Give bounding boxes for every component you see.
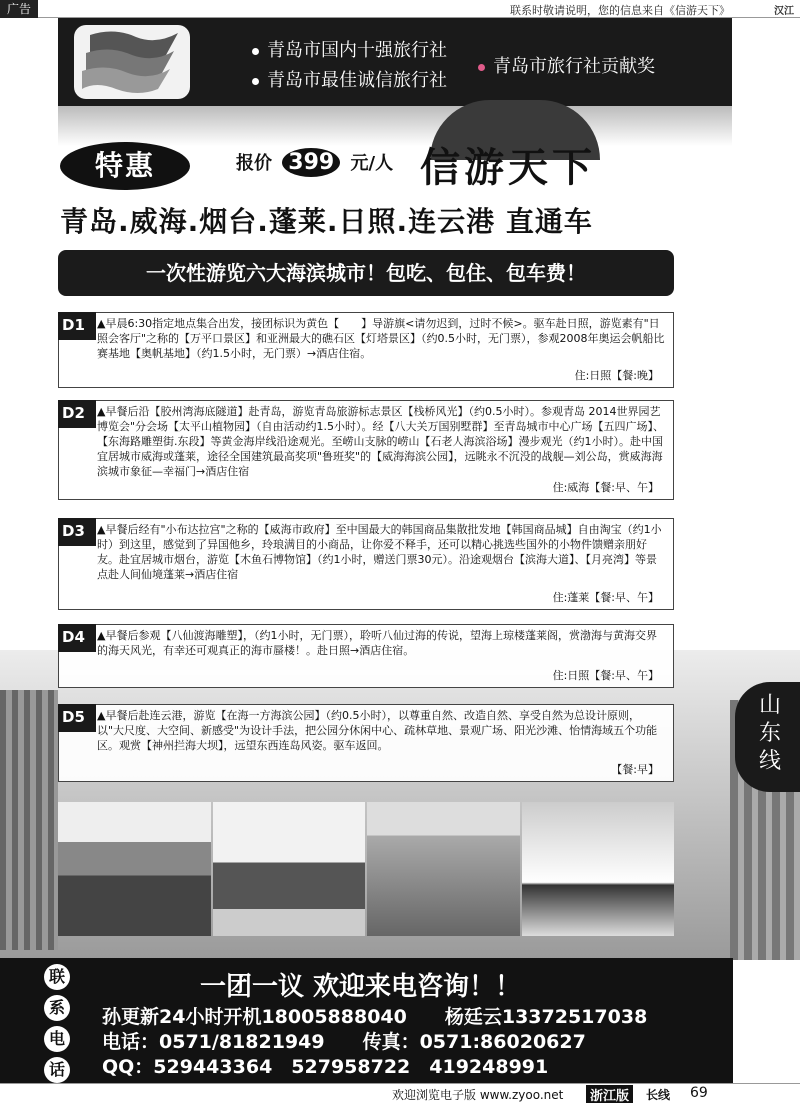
day-badge: D2 [58,400,96,428]
day-lodging-meals: 【餐:早】 [611,763,659,776]
award-line-1: 青岛市国内十强旅行社 [252,36,447,62]
page-number: 69 [690,1085,708,1101]
day-description: ▲早餐后赴连云港，游览【在海一方海滨公园】（约0.5小时），以尊重自然、改造自然、享受自然为总设计原则，以"大尺度、大空间、新感受"为设计手法，把公园分休闲中心、疏林草地、景观广场、阳光沙滩、怡情海域五个功能区。观赏【神州拦海大坝】，远望东西连岛风姿。驱车返回。 [97,709,658,752]
ad-tag: 广告 [0,0,38,18]
day-badge: D5 [58,704,96,732]
publisher-logo: 汉江 [774,6,794,17]
contact-phone-fax-line: 电话：0571/81821949 传真：0571:86020627 [102,1031,586,1053]
itinerary-day-4 [58,624,674,688]
category-label: 长线 [646,1088,671,1102]
route-title: 青岛.威海.烟台.蓬莱.日照.连云港 直通车 [60,205,593,238]
day-description: ▲早晨6:30指定地点集合出发，接团标识为黄色【 】导游旗<请勿迟到，过时不候>。驱车赴日照，游览素有"日照会客厅"之称的【万平口景区】和亚洲最大的礁石区【灯塔景区】（约0.5小时，无门票），参观2008年奥运会帆船比赛基地【奥帆基地】（约1.5小时，无门票）→酒店住宿。 [97,317,665,360]
itinerary-day-2 [58,400,674,500]
day-lodging-meals: 住:日照【餐:晚】 [574,369,659,382]
price-unit: 元/人 [350,153,394,174]
eight-immortals-sculpture-photo [213,802,366,936]
contact-footer [0,958,733,1083]
day-description: ▲早餐后参观【八仙渡海雕塑】，（约1小时，无门票），聆听八仙过海的传说，望海上琼楼蓬莱阁，赏渤海与黄海交界的海天风光，有幸还可观真正的海市蜃楼！。赴日照→酒店住宿。 [97,629,657,657]
price-label: 报价 [236,153,272,174]
price-value: 399 [282,148,340,177]
top-bar [0,0,800,18]
edition-badge: 浙江版 [586,1085,633,1103]
itinerary-day-5 [58,704,674,782]
flag-logo-icon [74,25,190,99]
day-badge: D1 [58,312,96,340]
lighthouse-coast-photo [58,802,211,936]
contact-bubble: 电 [44,1026,70,1052]
contact-qq-line: QQ：529443364 527958722 419248991 [102,1056,549,1078]
consult-headline: 一团一议 欢迎来电咨询！！ [200,972,522,1002]
sky-band [58,106,732,146]
day-badge: D4 [58,624,96,652]
sea-pier-photo [367,802,520,936]
day-lodging-meals: 住:蓬莱【餐:早、午】 [552,591,659,604]
itinerary-day-1 [58,312,674,388]
itinerary-day-3 [58,518,674,610]
contact-bubble: 系 [44,995,70,1021]
day-lodging-meals: 住:威海【餐:早、午】 [552,481,659,494]
city-skyline-photo [522,802,675,936]
website-note: 欢迎浏览电子版 www.zyoo.net [392,1088,564,1102]
price-block [236,148,393,177]
photo-strip [58,802,674,936]
day-badge: D3 [58,518,96,546]
contact-bubble: 联 [44,964,70,990]
harbor-left-background [0,690,58,950]
brand-calligraphy: 信游天下 [420,144,596,191]
agency-header [58,18,732,106]
special-offer-badge: 特惠 [60,142,190,190]
award-line-3: 青岛市旅行社贡献奖 [478,52,655,78]
agency-logo [74,25,190,99]
day-description: ▲早餐后沿【胶州湾海底隧道】赴青岛，游览青岛旅游标志景区【栈桥风光】（约0.5小时）。参观青岛 2014世界园艺博览会"分会场【太平山植物园】（自由活动约1.5小时）。经【八大关万国别墅群】至青岛城市中心广场【五四广场】、【东海路雕塑街.东段】等黄金海岸线沿途观光。至崂山支脉的崂山【石老人海滨浴场】漫步观光（约1小时）。赴中国宜居城市威海或蓬莱，途径全国建筑最高奖项"鲁班奖"的【威海海滨公园】，远眺永不沉没的战舰—刘公岛，赏威海海滨城市象征—幸福门→酒店住宿 [97,405,665,478]
region-tab [735,682,800,792]
contact-label-bubbles [44,964,72,1088]
slogan-banner: 一次性游览六大海滨城市！包吃、包住、包车费！ [58,250,674,296]
day-description: ▲早餐后经有"小布达拉宫"之称的【威海市政府】至中国最大的韩国商品集散批发地【韩国商品城】自由淘宝（约1小时）到这里，感觉到了异国他乡，玲琅满目的小商品，让你爱不释手，还可以精心挑选些国外的小物件馈赠亲朋好友。赴宜居城市烟台，游览【木鱼石博物馆】（约1小时，赠送门票30元）。沿途观烟台【滨海大道】、【月亮湾】等景点赴人间仙境蓬莱→酒店住宿 [97,523,662,581]
contact-bubble: 话 [44,1057,70,1083]
source-note: 联系时敬请说明，您的信息来自《信游天下》 [510,4,730,17]
day-lodging-meals: 住:日照【餐:早、午】 [552,669,659,682]
contact-mobile-line: 孙更新24小时开机18005888040 杨廷云13372517038 [102,1006,648,1028]
bottom-bar [0,1083,800,1103]
region-tab-label: 山东线 [758,693,781,774]
award-line-2: 青岛市最佳诚信旅行社 [252,66,447,92]
